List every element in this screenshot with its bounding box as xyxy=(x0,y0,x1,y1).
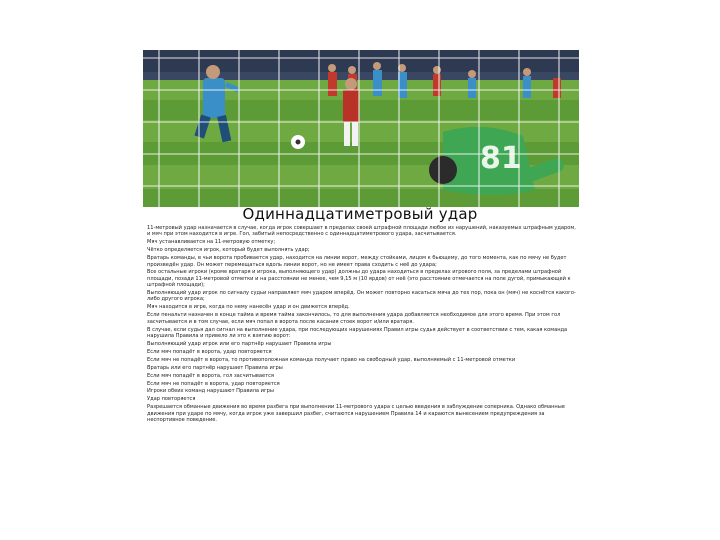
paragraph: Выполняющий удар игрок или его партнёр нарушает Правила игры xyxy=(147,340,332,347)
paragraph: В случае, если судья дал сигнал на выполнение удара, при последующих нарушениях Правил игры судья действует в соответствии с тем, какая команда нарушила Правила и привело ли это к взятию ворот: xyxy=(147,326,568,339)
slide-body xyxy=(147,225,577,425)
ball xyxy=(291,135,305,149)
paragraph: Вратарь или его партнёр нарушает Правила игры xyxy=(147,364,283,371)
paragraph: Мяч устанавливается на 11-метровую отметку; xyxy=(147,239,276,246)
paragraph: Если мяч не попадёт в ворота, то противоположная команда получает право на свободный удар, выполняемый с 11-метровой отметки xyxy=(147,356,516,363)
paragraph: Все остальные игроки (кроме вратаря и игрока, выполняющего удар) должны до удара находиться в пределах игрового поля, за пределами штрафной площади, позади 11-метровой отметки и на расстоянии не менее, чем 9,15 м (10 ярдов) от неё (это расстояние отмечается на поле дугой, примыкающей к штрафной площади); xyxy=(147,269,571,289)
paragraph: Если мяч не попадёт в ворота, удар повторяется xyxy=(147,380,280,387)
paragraph: Чётко определяется игрок, который будет выполнять удар; xyxy=(147,247,310,254)
paragraph: Если мяч попадёт в ворота, гол засчитывается xyxy=(147,372,274,379)
paragraph: Игроки обеих команд нарушают Правила игры xyxy=(147,388,274,395)
penalty-kick-photo xyxy=(143,50,579,207)
paragraph: Если мяч попадёт в ворота, удар повторяется xyxy=(147,348,272,355)
paragraph: Удар повторяется xyxy=(147,396,196,403)
paragraph: Вратарь команды, в чьи ворота пробивается удар, находится на линии ворот, между стойками, лицом к бьющему, до того момента, как по мячу не будет произведён удар. Он может перемещаться вдоль линии ворот, но не имеет права сходить с неё до удара; xyxy=(147,255,567,268)
slide-title: Одиннадцатиметровый удар xyxy=(242,205,478,223)
paragraph: 11-метровый удар назначается в случае, когда игрок совершает в пределах своей штрафной площади любое из нарушений, наказуемых штрафным ударом, и мяч при этом находится в игре. Гол, забитый непосредственно с одиннадцатиметрового удара, засчитывается. xyxy=(147,225,576,238)
goalkeeper-number: 81 xyxy=(480,141,522,176)
paragraph: Если пенальти назначен в конце тайма и время тайма закончилось, то для выполнения удара добавляется необходимое для этого время. При этом гол засчитывается и в том случае, если мяч попал в ворота после касания стоек ворот и/или вратаря. xyxy=(147,312,561,325)
paragraph: Мяч находится в игре, когда по нему нанесён удар и он движется вперёд. xyxy=(147,304,350,311)
paragraph: Разрешается обманные движения во время разбега при выполнении 11-метрового удара с целью введения в заблуждение соперника. Однако обманные движения при ударе по мячу, когда игрок уже завершил разбег, считаются нарушением Правила 14 и караются вынесением предупреждения за неспортивное поведение. xyxy=(147,404,565,424)
paragraph: Выполняющий удар игрок по сигналу судьи направляет мяч ударом вперёд. Он может повторно касаться мяча до тех пор, пока он (мяч) не коснётся какого-либо другого игрока; xyxy=(147,290,576,303)
photo-scene xyxy=(143,50,579,207)
